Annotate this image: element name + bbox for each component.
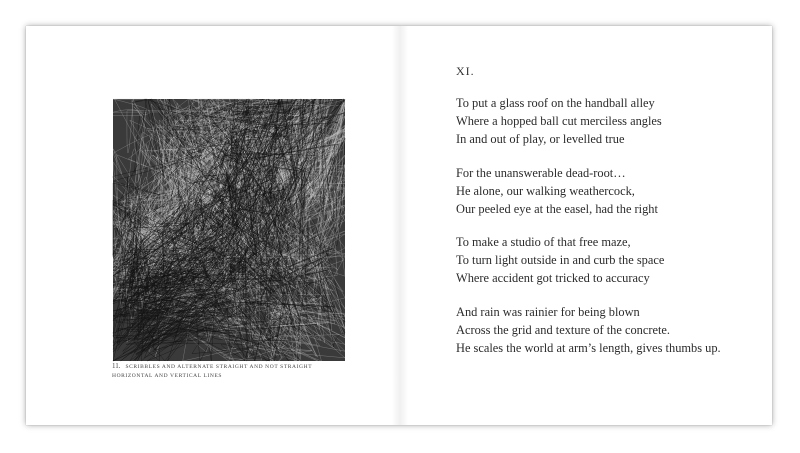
poem-line: Where accident got tricked to accuracy (456, 271, 650, 285)
stanza-1 (456, 94, 756, 148)
right-page (400, 26, 772, 425)
poem-line: To put a glass roof on the handball alley (456, 96, 655, 110)
poem-line: Where a hopped ball cut merciless angles (456, 114, 662, 128)
poem-number: XI. (456, 64, 475, 78)
scribble-artwork (110, 96, 348, 376)
poem-line: In and out of play, or levelled true (456, 132, 625, 146)
poem-line: Our peeled eye at the easel, had the right (456, 201, 658, 216)
scribble-drawing (110, 96, 348, 376)
poem-line: And rain was rainier for being blown (456, 304, 640, 319)
poem-line: He scales the world at arm’s length, gives thumbs up. (456, 340, 721, 355)
poem-line: To make a studio of that free maze, (456, 235, 631, 249)
poem-line: To turn light outside in and curb the space (456, 253, 665, 267)
artwork-caption (112, 362, 352, 381)
stanza-3 (456, 233, 756, 287)
stanza-4 (456, 303, 756, 357)
poem-line: For the unanswerable dead-root… (456, 165, 626, 180)
poem (456, 64, 756, 372)
caption-number: 11. (112, 362, 121, 370)
poem-line: Across the grid and texture of the concrete. (456, 322, 670, 337)
book-spread (26, 26, 772, 425)
stanza-2 (456, 164, 756, 218)
left-page (26, 26, 400, 425)
caption-text: SCRIBBLES AND ALTERNATE STRAIGHT AND NOT STRAIGHT HORIZONTAL AND VERTICAL LINES (112, 364, 313, 379)
poem-line: He alone, our walking weathercock, (456, 183, 635, 198)
